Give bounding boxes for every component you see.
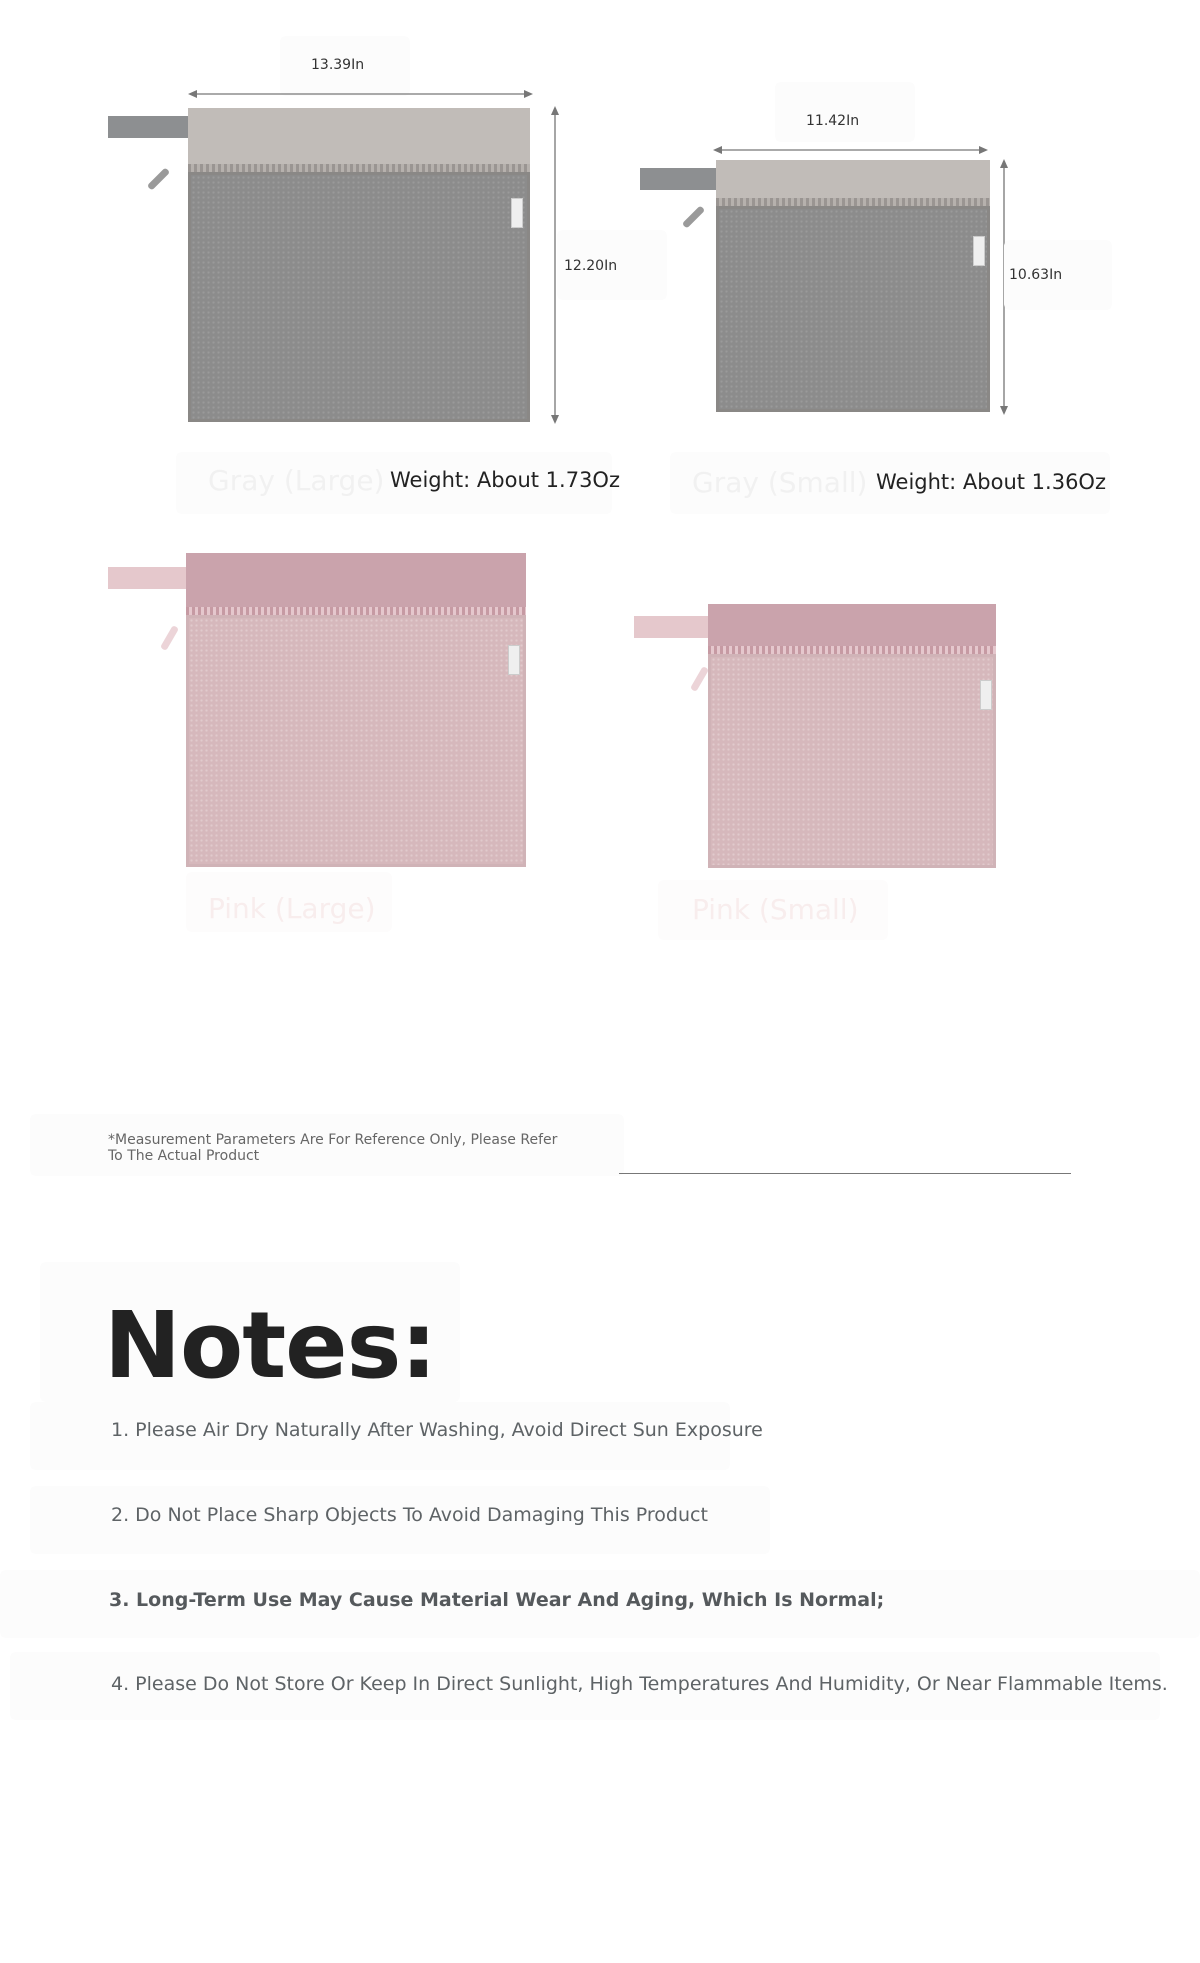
- gray-small-width-arrow: [713, 140, 988, 160]
- gray-small-bag: [640, 160, 990, 412]
- gray-large-height-label: 12.20In: [564, 258, 618, 274]
- note-1: 1. Please Air Dry Naturally After Washing, Avoid Direct Sun Exposure: [111, 1419, 763, 1441]
- divider-line: [619, 1173, 1071, 1174]
- pink-small-bag: [634, 604, 996, 868]
- gray-large-name: Gray (Large): [208, 464, 385, 497]
- pink-small-name: Pink (Small): [692, 893, 859, 926]
- gray-small-weight: Weight: About 1.36Oz: [876, 470, 1106, 494]
- gray-small-dim-panel: [775, 82, 915, 142]
- pink-large-bag: [108, 553, 526, 867]
- gray-small-name: Gray (Small): [692, 466, 868, 499]
- notes-title: Notes:: [104, 1292, 437, 1399]
- gray-small-height-label: 10.63In: [1009, 267, 1063, 283]
- gray-large-width-label: 13.39In: [311, 57, 365, 73]
- gray-large-width-arrow: [188, 84, 533, 104]
- note-2: 2. Do Not Place Sharp Objects To Avoid Damaging This Product: [111, 1504, 708, 1526]
- gray-small-width-label: 11.42In: [806, 113, 860, 129]
- note-4: 4. Please Do Not Store Or Keep In Direct Sunlight, High Temperatures And Humidity, Or Near Flammable Items.: [111, 1673, 1168, 1695]
- gray-large-weight: Weight: About 1.73Oz: [390, 468, 620, 492]
- pink-large-name: Pink (Large): [208, 892, 376, 925]
- note-3: 3. Long-Term Use May Cause Material Wear And Aging, Which Is Normal;: [109, 1589, 885, 1611]
- disclaimer-text: *Measurement Parameters Are For Reference Only, Please Refer To The Actual Product: [108, 1132, 558, 1164]
- gray-large-bag: [108, 108, 530, 422]
